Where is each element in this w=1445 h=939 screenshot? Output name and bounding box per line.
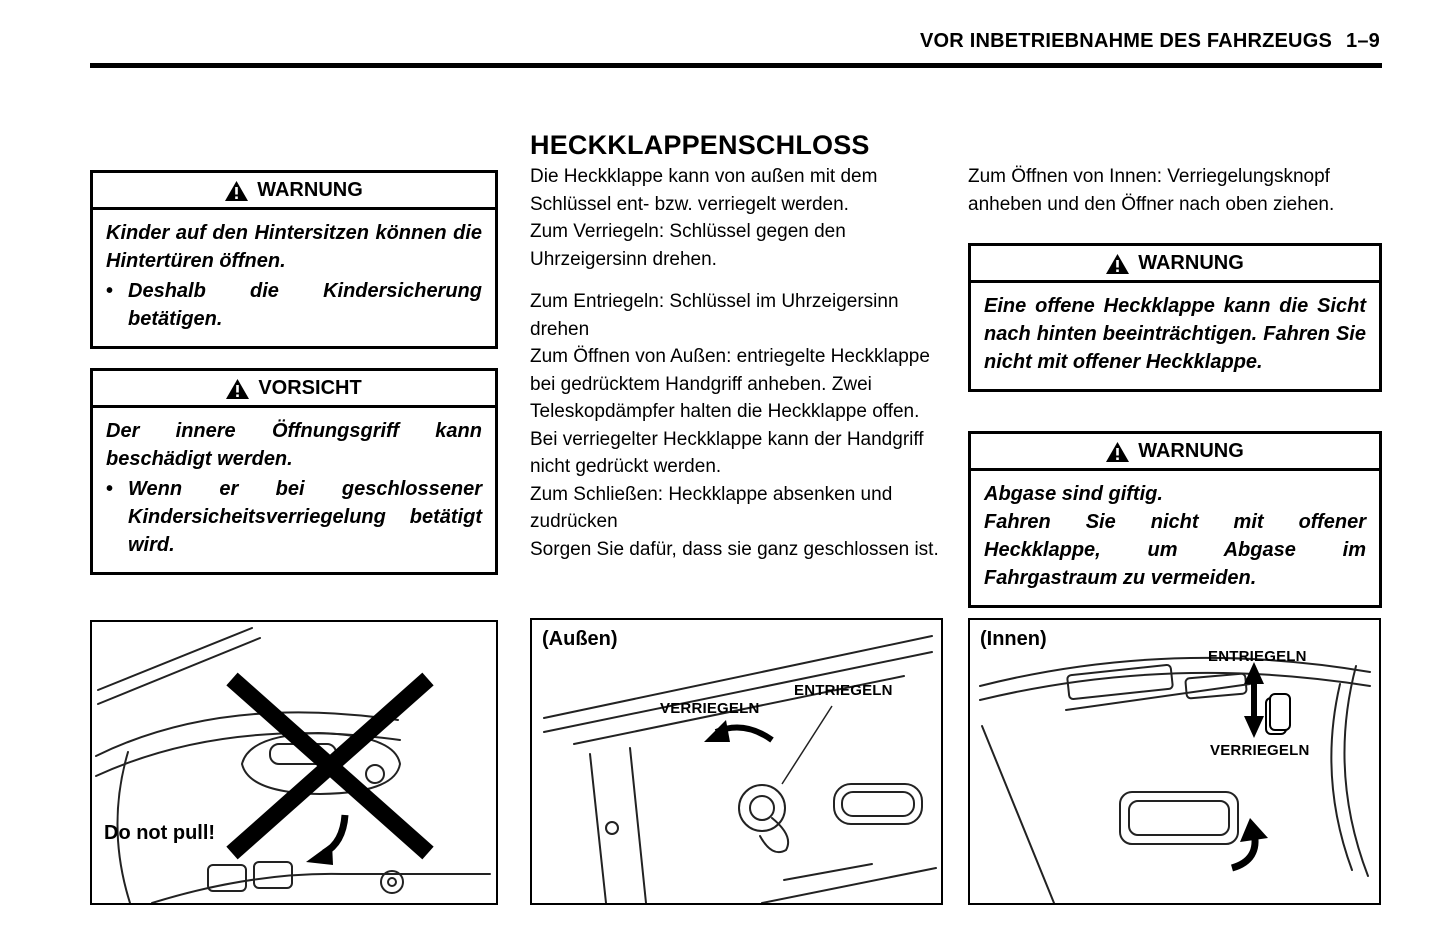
warning-box-title xyxy=(971,434,1379,471)
warning-title-text: WARNUNG xyxy=(257,179,363,201)
tailgate-exterior-illustration xyxy=(532,620,941,903)
label-verriegeln: VERRIEGELN xyxy=(1210,742,1310,759)
warning-title-text: WARNUNG xyxy=(1138,252,1244,274)
page-header xyxy=(920,30,1380,53)
paragraph: Die Heckklappe kann von außen mit dem Schlüssel ent- bzw. verriegelt werden. xyxy=(530,166,878,215)
warning-text: Kinder auf den Hintersitzen können die Hintertüren öffnen. xyxy=(106,222,482,272)
label-entriegeln: ENTRIEGELN xyxy=(1208,648,1307,665)
paragraph: Zum Entriegeln: Schlüssel im Uhrzeigersinn drehen xyxy=(530,291,899,340)
label-verriegeln: VERRIEGELN xyxy=(660,700,760,717)
warning-bullet-item xyxy=(106,277,482,333)
section-bodytext xyxy=(530,163,944,563)
figure-caption-innen: (Innen) xyxy=(980,628,1047,650)
caution-bullet-item xyxy=(106,475,482,559)
warning-box-title xyxy=(93,173,495,210)
warning-text: Eine offene Heckklappe kann die Sicht nach hinten beeinträchtigen. Fahren Sie nicht mit offener Heckklappe. xyxy=(984,295,1366,373)
caution-text: Der innere Öffnungsgriff kann beschädigt werden. xyxy=(106,420,482,470)
caution-box-inner-handle xyxy=(90,368,498,575)
figure-caption-do-not-pull: Do not pull! xyxy=(104,822,216,844)
warning-box-open-tailgate-view xyxy=(968,243,1382,392)
paragraph: Zum Öffnen von Innen: Verriegelungsknopf anheben und den Öffner nach oben ziehen. xyxy=(968,166,1335,215)
caution-box-title xyxy=(93,371,495,408)
label-entriegeln: ENTRIEGELN xyxy=(794,682,893,699)
bullet-marker: • xyxy=(106,280,114,302)
warning-box-body xyxy=(971,283,1379,389)
warning-box-children xyxy=(90,170,498,349)
header-rule xyxy=(90,63,1382,68)
warning-text: Fahren Sie nicht mit offener Heckklappe, um Abgase im Fahrgastraum zu vermeiden. xyxy=(984,511,1366,589)
unlock-pointer-line xyxy=(782,706,832,784)
warning-triangle-icon xyxy=(225,181,248,201)
warning-text: Abgase sind giftig. xyxy=(984,483,1163,505)
figure-tailgate-exterior xyxy=(530,618,943,905)
paragraph: Zum Öffnen von Außen: entriegelte Heckklappe bei gedrücktem Handgriff anheben. Zwei Teleskopdämpfer halten die Heckklappe offen. Bei verriegelter Heckklappe kann der Handgriff nicht gedrückt werden. xyxy=(530,346,930,477)
warning-triangle-icon xyxy=(1106,254,1129,274)
door-handle-illustration xyxy=(92,622,496,903)
page-number: 1–9 xyxy=(1346,30,1380,52)
paragraph: Zum Schließen: Heckklappe absenken und zudrücken xyxy=(530,483,893,532)
warning-bullet-text: Deshalb die Kindersicherung betätigen. xyxy=(128,280,482,330)
paragraph: Zum Verriegeln: Schlüssel gegen den Uhrzeigersinn drehen. xyxy=(530,221,846,270)
warning-title-text: WARNUNG xyxy=(1138,440,1244,462)
warning-box-body xyxy=(971,471,1379,605)
caution-box-body xyxy=(93,408,495,572)
warning-box-exhaust-gas xyxy=(968,431,1382,608)
header-title: VOR INBETRIEBNAHME DES FAHRZEUGS xyxy=(920,30,1333,52)
bullet-marker: • xyxy=(106,478,114,500)
figure-tailgate-interior xyxy=(968,618,1381,905)
right-intro-text xyxy=(968,163,1382,218)
figure-caption-aussen: (Außen) xyxy=(542,628,618,650)
warning-box-title xyxy=(971,246,1379,283)
section-heading: HECKKLAPPENSCHLOSS xyxy=(530,130,870,160)
figure-door-handle xyxy=(90,620,498,905)
tailgate-interior-illustration xyxy=(970,620,1379,903)
warning-triangle-icon xyxy=(226,379,249,399)
paragraph: Sorgen Sie dafür, dass sie ganz geschlossen ist. xyxy=(530,538,939,560)
warning-triangle-icon xyxy=(1106,442,1129,462)
caution-title-text: VORSICHT xyxy=(258,377,362,399)
warning-box-body xyxy=(93,210,495,346)
caution-bullet-text: Wenn er bei geschlossener Kindersicheitsverriegelung betätigt wird. xyxy=(128,478,482,556)
lock-knob xyxy=(1266,694,1290,734)
